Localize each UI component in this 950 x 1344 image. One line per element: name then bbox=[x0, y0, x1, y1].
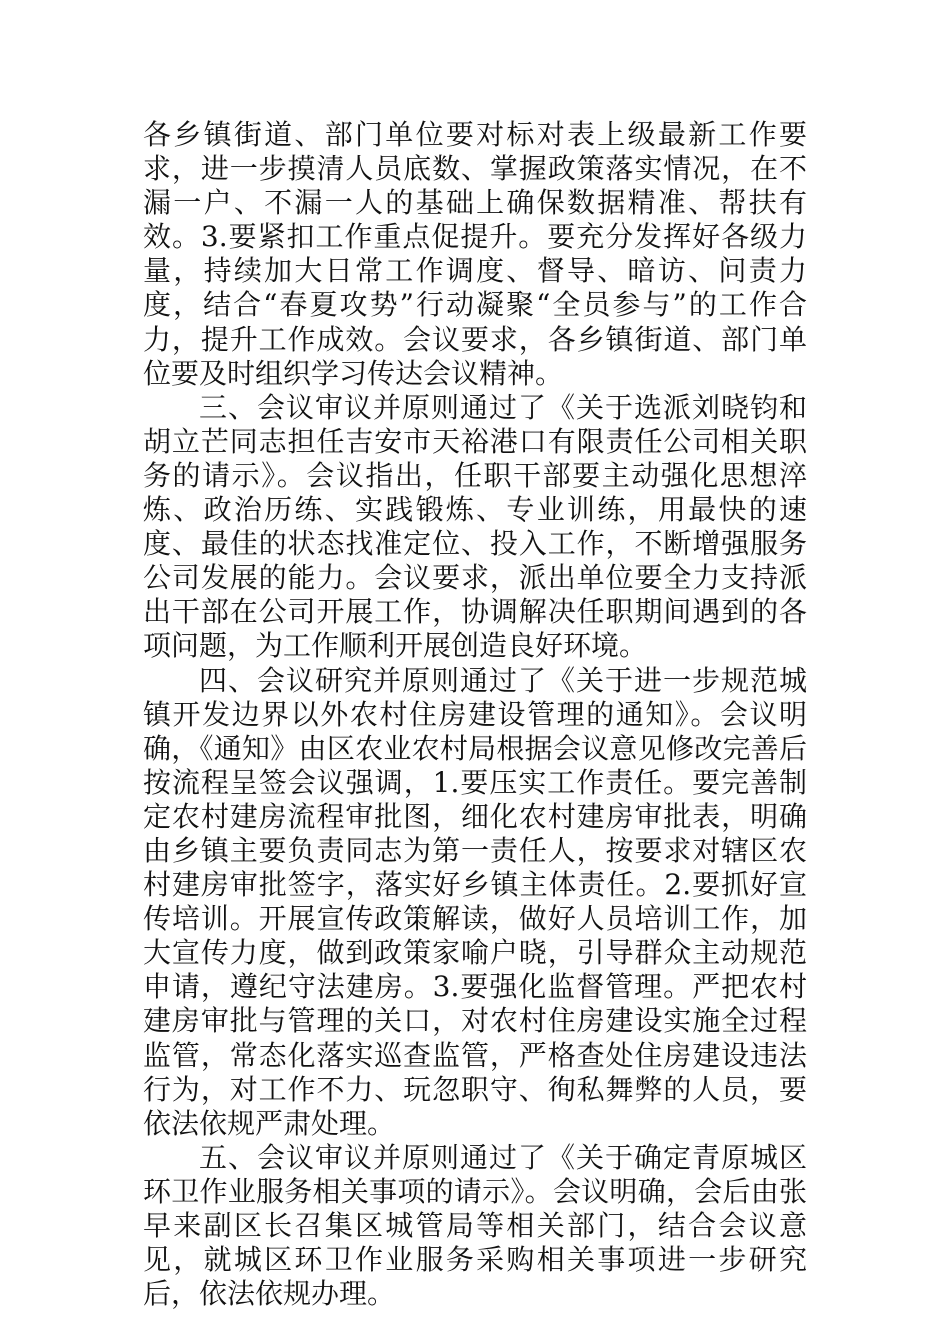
paragraph-continuation: 各乡镇街道、部门单位要对标对表上级最新工作要求，进一步摸清人员底数、掌握政策落实情况，在不漏一户、不漏一人的基础上确保数据精准、帮扶有效。3.要紧扣工作重点促提升。要充分发挥好各级力量，持续加大日常工作调度、督导、暗访、问责力度，结合“春夏攻势”行动凝聚“全员参与”的工作合力，提升工作成效。会议要求，各乡镇街道、部门单位要及时组织学习传达会议精神。 bbox=[143, 118, 807, 390]
paragraph-item-5: 五、会议审议并原则通过了《关于确定青原城区环卫作业服务相关事项的请示》。会议明确，会后由张早来副区长召集区城管局等相关部门，结合会议意见，就城区环卫作业服务采购相关事项进一步研究后，依法依规办理。 bbox=[143, 1140, 807, 1311]
paragraph-item-3: 三、会议审议并原则通过了《关于选派刘晓钧和胡立芒同志担任吉安市天裕港口有限责任公司相关职务的请示》。会议指出，任职干部要主动强化思想淬炼、政治历练、实践锻炼、专业训练，用最快的速度、最佳的状态找准定位、投入工作，不断增强服务公司发展的能力。会议要求，派出单位要全力支持派出干部在公司开展工作，协调解决任职期间遇到的各项问题，为工作顺利开展创造良好环境。 bbox=[143, 390, 807, 663]
document-body bbox=[143, 118, 807, 1311]
paragraph-item-4: 四、会议研究并原则通过了《关于进一步规范城镇开发边界以外农村住房建设管理的通知》。会议明确，《通知》由区农业农村局根据会议意见修改完善后按流程呈签会议强调，1.要压实工作责任。要完善制定农村建房流程审批图，细化农村建房审批表，明确由乡镇主要负责同志为第一责任人，按要求对辖区农村建房审批签字，落实好乡镇主体责任。2.要抓好宣传培训。开展宣传政策解读，做好人员培训工作，加大宣传力度，做到政策家喻户晓，引导群众主动规范申请，遵纪守法建房。3.要强化监督管理。严把农村建房审批与管理的关口，对农村住房建设实施全过程监管，常态化落实巡查监管，严格查处住房建设违法行为，对工作不力、玩忽职守、徇私舞弊的人员，要依法依规严肃处理。 bbox=[143, 663, 807, 1140]
